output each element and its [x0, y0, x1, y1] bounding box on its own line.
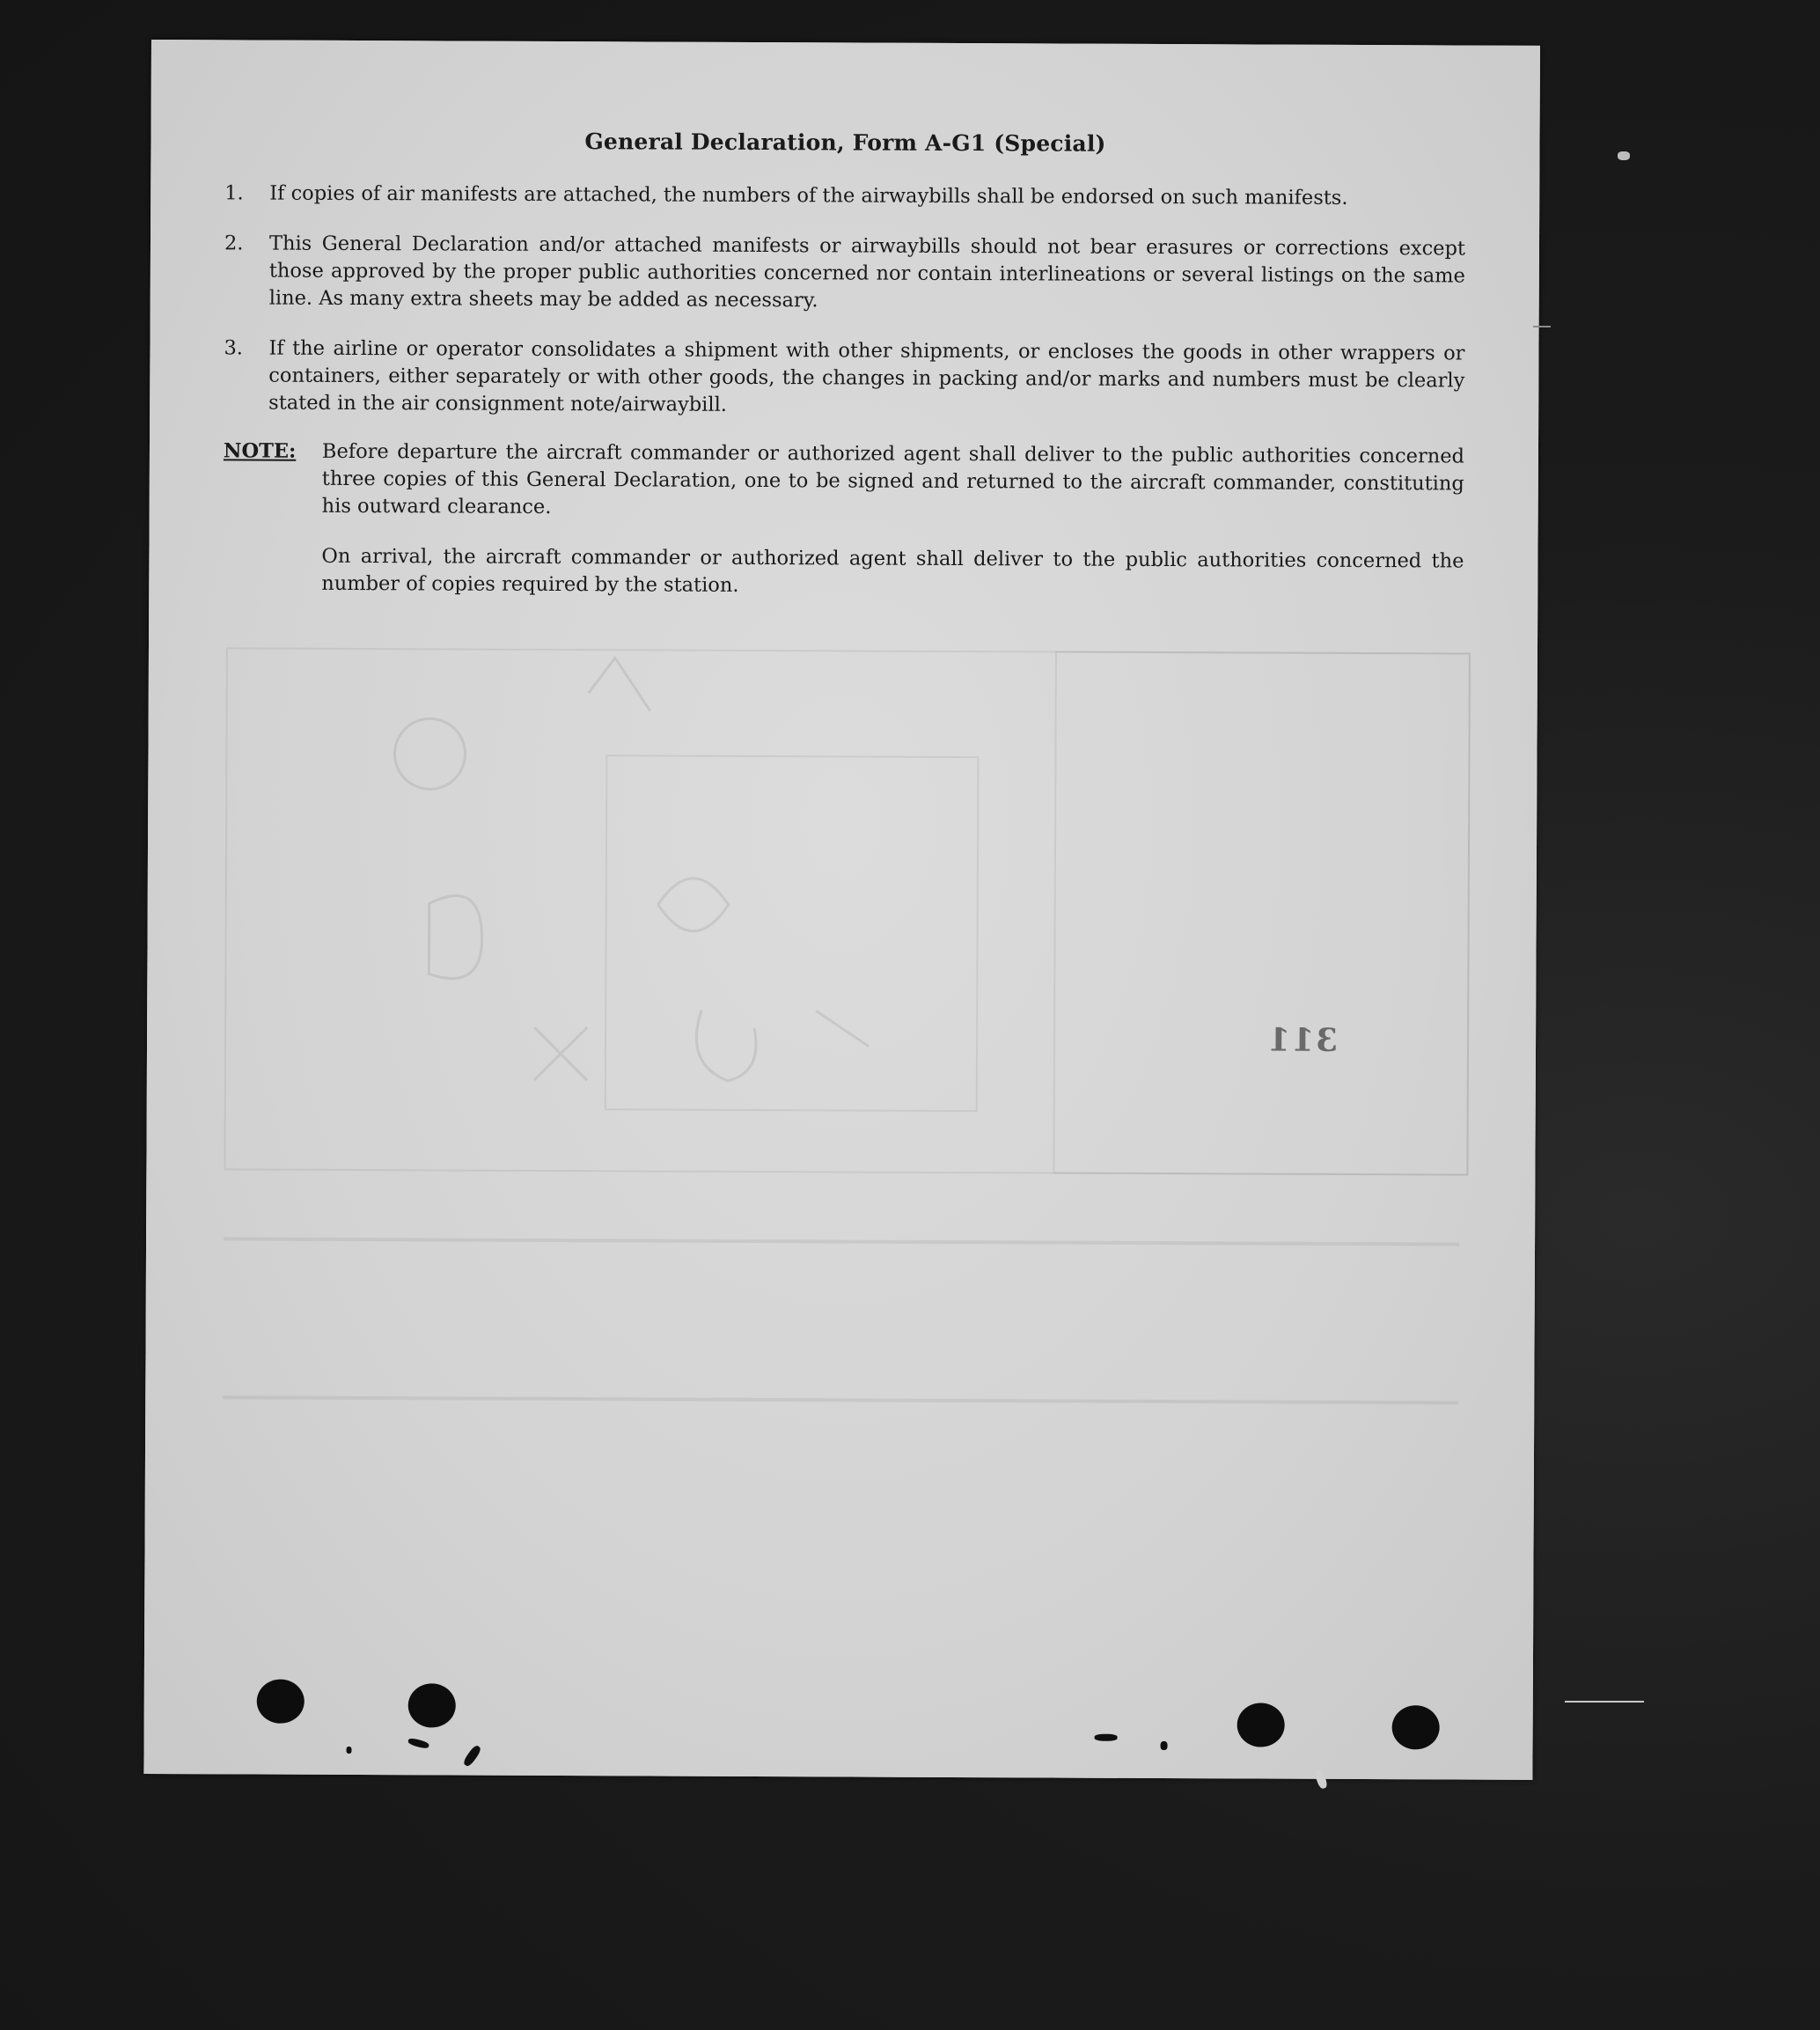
list-item: [224, 180, 1465, 212]
note-label: NOTE:: [223, 439, 297, 463]
list-item: [224, 335, 1464, 422]
punch-hole: [1392, 1705, 1440, 1749]
list-item-text: If copies of air manifests are attached, the numbers of the airwaybills shall be endorsed on such manifests.: [269, 181, 1348, 210]
document-page: [143, 40, 1540, 1780]
reversed-stamp-number: 311: [1266, 1021, 1339, 1059]
bleed-through-stamp-marks: [323, 639, 941, 1135]
list-item-number: 2.: [224, 232, 244, 255]
list-item-text: This General Declaration and/or attached manifests or airwaybills should not bear erasures or corrections except those approved by the proper public authorities concerned nor contain interlineations or several listings on the same line. As many extra sheets may be added as necessary.: [268, 232, 1466, 313]
declaration-instructions: [223, 126, 1465, 625]
ink-speck: [407, 1737, 429, 1749]
ink-speck: [1095, 1734, 1118, 1741]
bleed-through-box: [1053, 651, 1471, 1175]
punch-hole: [408, 1683, 456, 1727]
note-body: [321, 438, 1464, 626]
note-paragraph: Before departure the aircraft commander or authorized agent shall deliver to the public authorities concerned three copies of this General Declaration, one to be signed and returned to the aircraft commander, constituting his outward clearance.: [321, 439, 1465, 519]
ink-speck: [1618, 151, 1630, 160]
list-item-text: If the airline or operator consolidates a shipment with other shipments, or encloses the goods in other wrappers or containers, either separately or with other goods, the changes in packing and/or marks and numbers must be clearly stated in the air consignment note/airwaybill.: [268, 336, 1465, 416]
punch-hole: [257, 1680, 305, 1724]
scanner-edge-mark: [1533, 326, 1551, 327]
list-item-number: 3.: [224, 336, 243, 360]
scanner-edge-mark: [1565, 1701, 1644, 1703]
ink-speck: [462, 1744, 482, 1768]
bleed-through-box: [223, 1395, 1458, 1404]
ink-speck: [1161, 1741, 1168, 1750]
list-item-number: 1.: [224, 181, 244, 205]
ink-speck: [347, 1747, 352, 1754]
list-item: [224, 230, 1465, 317]
page-title: General Declaration, Form A-G1 (Special): [584, 129, 1106, 157]
bleed-through-box: [224, 1237, 1459, 1246]
note-paragraph: On arrival, the aircraft commander or authorized agent shall deliver to the public authorities concerned the number of copies required by the station.: [321, 544, 1464, 597]
note-section: [223, 438, 1464, 625]
punch-hole: [1237, 1703, 1285, 1747]
